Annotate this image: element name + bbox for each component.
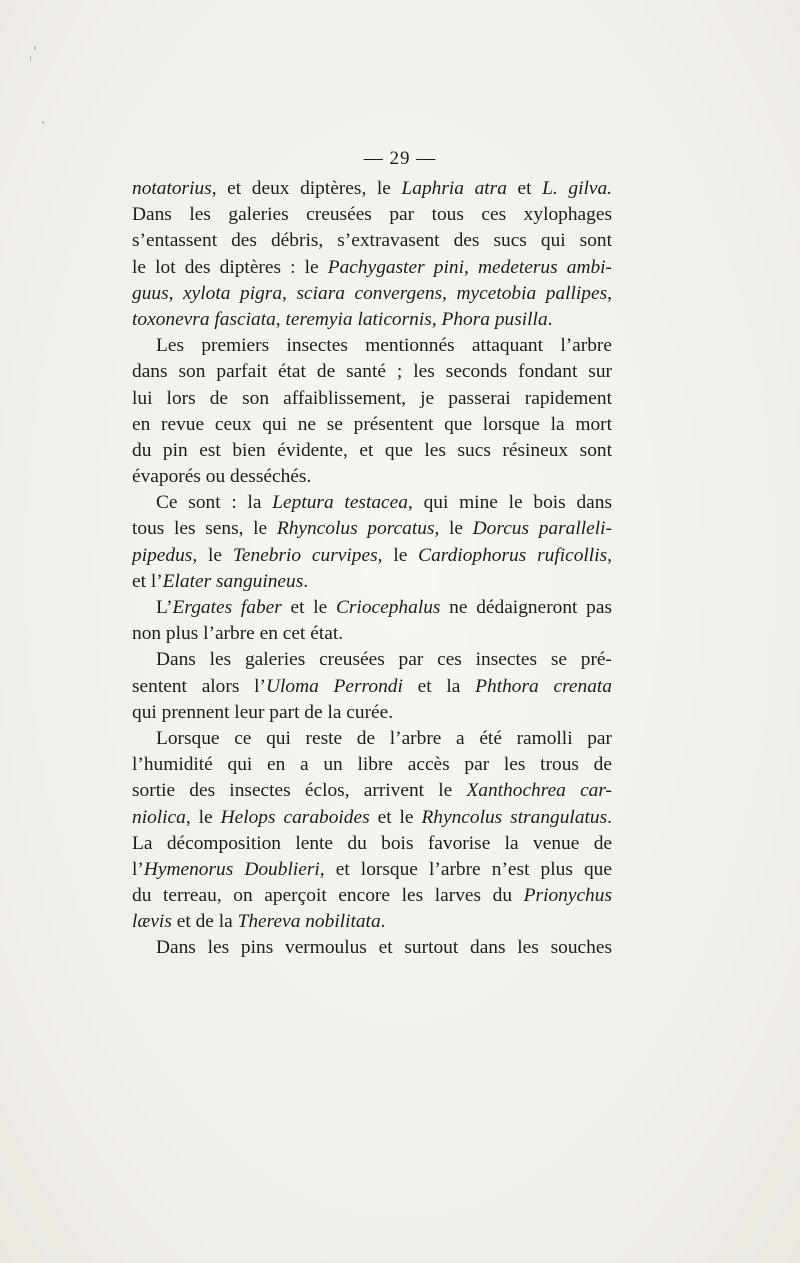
text-line — [132, 647, 612, 673]
italic-taxon-name: sciara convergens — [296, 282, 443, 304]
text-line — [132, 909, 612, 935]
italic-taxon-name: pipedus — [132, 544, 193, 566]
text-segment: , le — [377, 544, 419, 566]
text-segment: Dans les pins vermoulus et surtout dans les souches — [156, 937, 612, 959]
text-line — [132, 595, 612, 621]
text-segment: du terreau, on aperçoit encore les larves du — [132, 885, 524, 907]
text-segment: le lot des diptères : le — [132, 256, 328, 278]
text-line — [132, 202, 612, 228]
margin-speck — [34, 46, 36, 50]
italic-taxon-name: Xanthochrea car- — [466, 780, 612, 802]
italic-taxon-name: Rhyncolus strangulatus — [421, 806, 608, 828]
italic-taxon-name: Dorcus paralleli- — [472, 518, 612, 540]
text-line — [132, 281, 612, 307]
text-segment: , — [275, 308, 286, 330]
text-segment: Dans les galeries creusées par ces insectes se pré- — [156, 649, 612, 671]
italic-taxon-name: toxonevra fasciata — [132, 308, 276, 330]
text-segment: , — [607, 282, 612, 304]
italic-taxon-name: lævis — [132, 911, 172, 933]
text-segment: Ce sont : la — [156, 492, 273, 514]
text-segment: dans son parfait état de santé ; les seconds fondant sur — [132, 361, 612, 383]
italic-taxon-name: xylota pigra — [183, 282, 283, 304]
text-segment: L’ — [156, 597, 173, 618]
italic-taxon-name: niolica — [132, 806, 186, 828]
margin-speck — [42, 121, 44, 124]
italic-taxon-name: guus — [132, 282, 169, 304]
text-segment: , qui mine le bois dans — [407, 492, 612, 514]
text-segment: . — [303, 570, 309, 592]
text-segment: , — [282, 282, 297, 304]
italic-taxon-name: Uloma Perrondi — [266, 675, 403, 697]
text-segment: , le — [434, 518, 473, 540]
text-line — [132, 805, 612, 831]
text-segment: tous les sens, le — [132, 518, 277, 540]
italic-taxon-name: Cardiophorus ruficollis — [418, 544, 608, 566]
italic-taxon-name: Helops caraboides — [220, 806, 370, 828]
text-line — [132, 228, 612, 254]
italic-taxon-name: Laphria atra — [401, 178, 507, 199]
text-segment: s’entassent des débris, s’extravasent des sucs qui sont — [132, 230, 612, 252]
text-segment: du pin est bien évidente, et que les sucs résineux sont — [132, 439, 612, 461]
text-line — [132, 726, 612, 752]
text-segment: et la — [402, 675, 476, 697]
text-segment: l’ — [132, 858, 144, 880]
text-line — [132, 778, 612, 804]
text-segment: , — [463, 256, 478, 278]
text-segment: , et lorsque l’arbre n’est plus que — [319, 858, 612, 880]
italic-taxon-name: Hymenorus Doublieri — [143, 858, 320, 880]
italic-taxon-name: notatorius — [132, 178, 212, 199]
italic-taxon-name: Thereva nobilitata — [237, 911, 381, 933]
text-line — [132, 543, 612, 569]
text-line — [132, 490, 612, 516]
text-line — [132, 569, 612, 595]
text-segment: sortie des insectes éclos, arrivent le — [132, 780, 467, 802]
text-segment: et le — [369, 806, 422, 828]
text-segment: , et deux diptères, le — [211, 178, 402, 199]
text-line — [132, 516, 612, 542]
text-segment: l’humidité qui en a un libre accès par les trous de — [132, 754, 612, 776]
text-line — [132, 935, 612, 961]
text-line — [132, 359, 612, 385]
text-segment: et l’ — [132, 570, 163, 592]
text-segment: , — [607, 544, 612, 566]
text-segment: Dans les galeries creusées par tous ces xylophages — [132, 204, 612, 226]
text-segment: Les premiers insectes mentionnés attaquant l’arbre — [156, 335, 612, 357]
text-line — [132, 700, 612, 726]
text-segment: , — [168, 282, 184, 304]
italic-taxon-name: Ergates faber — [172, 597, 282, 618]
text-segment: Lorsque ce qui reste de l’arbre a été ramolli par — [156, 727, 612, 749]
text-line — [132, 464, 612, 490]
text-line — [132, 438, 612, 464]
text-line — [132, 333, 612, 359]
text-line — [132, 176, 612, 202]
text-segment: , — [431, 308, 442, 330]
text-line — [132, 621, 612, 647]
italic-taxon-name: mycetobia pallipes — [456, 282, 608, 304]
italic-taxon-name: Pachygaster pini — [327, 256, 464, 278]
text-segment: en revue ceux qui ne se présentent que lorsque la mort — [132, 413, 612, 435]
text-line — [132, 386, 612, 412]
text-line — [132, 883, 612, 909]
italic-taxon-name: Prionychus — [523, 885, 612, 907]
text-line — [132, 307, 612, 333]
italic-taxon-name: Elater sanguineus — [162, 570, 304, 592]
italic-taxon-name: Phora pusilla — [441, 308, 548, 330]
body-text — [132, 176, 612, 962]
text-segment: et le — [281, 597, 336, 618]
text-line — [132, 255, 612, 281]
text-line — [132, 412, 612, 438]
margin-speck — [30, 56, 31, 61]
italic-taxon-name: Rhyncolus porcatus — [276, 518, 435, 540]
text-segment: sentent alors l’ — [132, 675, 266, 697]
page-number: — 29 — — [363, 148, 437, 169]
text-line — [132, 752, 612, 778]
italic-taxon-name: L. gilva. — [542, 178, 612, 199]
text-segment: , — [442, 282, 457, 304]
text-segment: , le — [185, 806, 221, 828]
text-line — [132, 857, 612, 883]
text-segment: et — [506, 178, 543, 199]
text-segment: La décomposition lente du bois favorise la venue de — [132, 832, 612, 854]
text-segment: non plus l’arbre en cet état. — [132, 623, 344, 645]
text-segment: et de la — [171, 911, 238, 933]
text-segment: . — [607, 806, 612, 828]
italic-taxon-name: teremyia laticornis — [285, 308, 432, 330]
text-line — [132, 831, 612, 857]
text-segment: , le — [192, 544, 233, 566]
text-segment: évaporés ou desséchés. — [132, 466, 312, 488]
italic-taxon-name: Criocephalus — [335, 597, 441, 618]
text-segment: qui prennent leur part de la curée. — [132, 701, 394, 723]
italic-taxon-name: Tenebrio curvipes — [232, 544, 378, 566]
text-segment: ne dédaigneront pas — [440, 597, 612, 618]
text-line — [132, 674, 612, 700]
text-segment: lui lors de son affaiblissement, je passerai rapidement — [132, 387, 612, 409]
text-segment: . — [380, 911, 386, 933]
italic-taxon-name: medeterus ambi- — [477, 256, 612, 278]
italic-taxon-name: Phthora crenata — [475, 675, 612, 697]
text-segment: . — [547, 308, 553, 330]
italic-taxon-name: Leptura testacea — [272, 492, 408, 514]
